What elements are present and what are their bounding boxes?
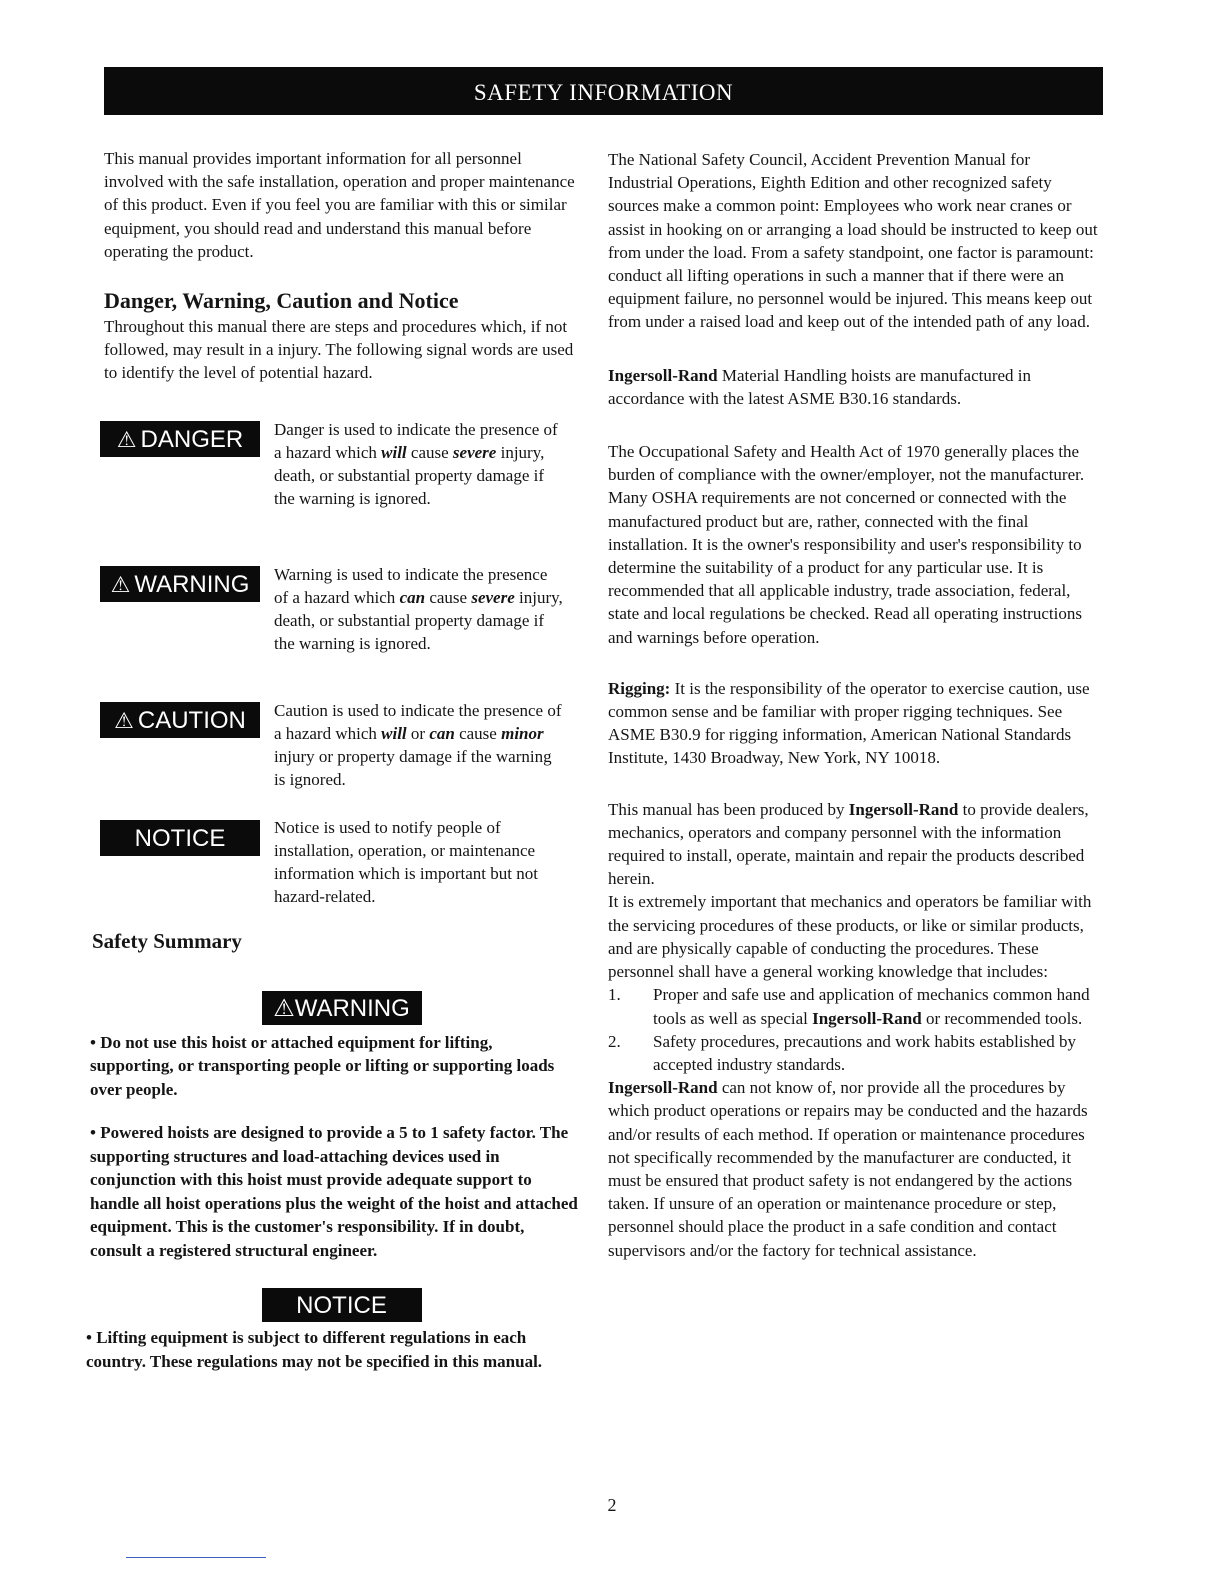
safety-summary-heading: Safety Summary — [92, 928, 242, 953]
page-number: 2 — [607, 1495, 617, 1515]
summary-notice-badge: NOTICE — [262, 1288, 422, 1322]
procedures-paragraph: Ingersoll-Rand can not know of, nor provide all the procedures by which product operations or repairs may be conducted and the hazards and/or results of each method. If operation or maintenance procedures not specifically recommended by the manufacturer are conducted, it must be ensured that product safety is not endangered by the actions taken. If unsure of an operation or maintenance procedure or step, personnel should place the product in a safe condition and contact supervisors and/or the factory for technical assistance. — [608, 1078, 1088, 1260]
list-item: 2. Safety procedures, precautions and work habits established by accepted industry standards. — [608, 1031, 1076, 1074]
produced-by-paragraph: This manual has been produced by Ingersoll-Rand to provide dealers, mechanics, operators and company personnel with the information required to install, operate, maintain and repair the products described herein. — [608, 799, 1089, 889]
footer-rule — [126, 1557, 266, 1558]
list-item: 1. Proper and safe use and application of mechanics common hand tools as well as special Ingersoll-Rand or recommended tools. — [608, 985, 1090, 1028]
warning-text: Warning is used to indicate the presence of a hazard which can cause severe injury, death, or substantial property damage if the warning is ignored. — [274, 564, 563, 654]
warning-triangle-icon: ⚠ — [273, 994, 295, 1022]
warning-triangle-icon: ⚠ — [114, 707, 134, 733]
summary-warning-badge: ⚠WARNING — [262, 991, 422, 1025]
danger-text: Danger is used to indicate the presence of a hazard which will cause severe injury, death, or substantial property damage if the warning is ignored. — [274, 419, 558, 509]
signal-words-heading: Danger, Warning, Caution and Notice — [104, 288, 459, 314]
caution-definition — [104, 699, 579, 816]
notice-badge: NOTICE — [100, 820, 260, 856]
caution-text: Caution is used to indicate the presence of a hazard which will or can cause minor injury or property damage if the warning is ignored. — [274, 700, 562, 790]
asme-paragraph: Ingersoll-Rand Material Handling hoists are manufactured in accordance with the latest ASME B30.16 standards. — [608, 365, 1032, 408]
osha-paragraph: The Occupational Safety and Health Act of 1970 generally places the burden of compliance with the owner/employer, not the manufacturer. Many OSHA requirements are not concerned or connected with the manufactured product but are, rather, connected with the final installation. It is the owner's responsibility and user's responsibility to determine the suitability of a product for any particular use. It is recommended that all applicable industry, trade association, federal, state and local regulations be checked. Read all operating instructions and warnings before operation. — [608, 442, 1085, 647]
warning-triangle-icon: ⚠ — [116, 426, 137, 452]
nsc-paragraph: The National Safety Council, Accident Prevention Manual for Industrial Operations, Eighth Edition and other recognized safety sources make a common point: Employees who work near cranes or assist in hooking on or arranging a load should be instructed to keep out from under the load. From a safety standpoint, one factor is paramount: conduct all lifting operations in such a manner that if there were an equipment failure, no personnel would be injured. This means keep out from under a raised load and keep out of the intended path of any load. — [608, 150, 1098, 332]
safety-bullet-regulations: • Lifting equipment is subject to different regulations in each country. These regulations may not be specified in this manual. — [86, 1328, 543, 1371]
left-column — [86, 147, 579, 1373]
danger-badge: ⚠ DANGER — [100, 421, 260, 457]
caution-badge: ⚠ CAUTION — [100, 702, 260, 738]
danger-definition — [104, 418, 579, 563]
right-column — [608, 148, 1098, 1262]
section-title-bar — [104, 67, 1103, 115]
notice-definition — [104, 816, 579, 928]
warning-definition — [104, 563, 579, 699]
safety-bullet-people: • Do not use this hoist or attached equipment for lifting, supporting, or transporting people or lifting or supporting loads over people. — [90, 1032, 555, 1099]
warning-triangle-icon: ⚠ — [110, 571, 131, 597]
safety-bullet-structure: • Powered hoists are designed to provide a 5 to 1 safety factor. The supporting structures and load-attaching devices used in conjunction with this hoist must provide adequate support to handle all hoist operations plus the weight of the hoist and attached equipment. This is the customer's responsibility. If in doubt, consult a registered structural engineer. — [90, 1123, 578, 1260]
notice-text: Notice is used to notify people of installation, operation, or maintenance information which is important but not hazard-related. — [274, 817, 538, 907]
warning-badge: ⚠ WARNING — [100, 566, 260, 602]
signal-words-paragraph: Throughout this manual there are steps and procedures which, if not followed, may result in a injury. The following signal words are used to identify the level of potential hazard. — [104, 317, 574, 383]
rigging-paragraph: Rigging: It is the responsibility of the operator to exercise caution, use common sense and be familiar with proper rigging techniques. See ASME B30.9 for rigging information, American National Standards Institute, 1430 Broadway, New York, NY 10018. — [608, 678, 1090, 768]
section-title: SAFETY INFORMATION — [473, 80, 734, 105]
importance-paragraph: It is extremely important that mechanics and operators be familiar with the servicing procedures of these products, or like or similar products, and are physically capable of conducting the procedures. These personnel shall have a general working knowledge that includes: — [608, 892, 1092, 982]
intro-paragraph: This manual provides important information for all personnel involved with the safe installation, operation and proper maintenance of this product. Even if you feel you are familiar with this or similar equipment, you should read and understand this manual before operating the product. — [104, 149, 575, 261]
